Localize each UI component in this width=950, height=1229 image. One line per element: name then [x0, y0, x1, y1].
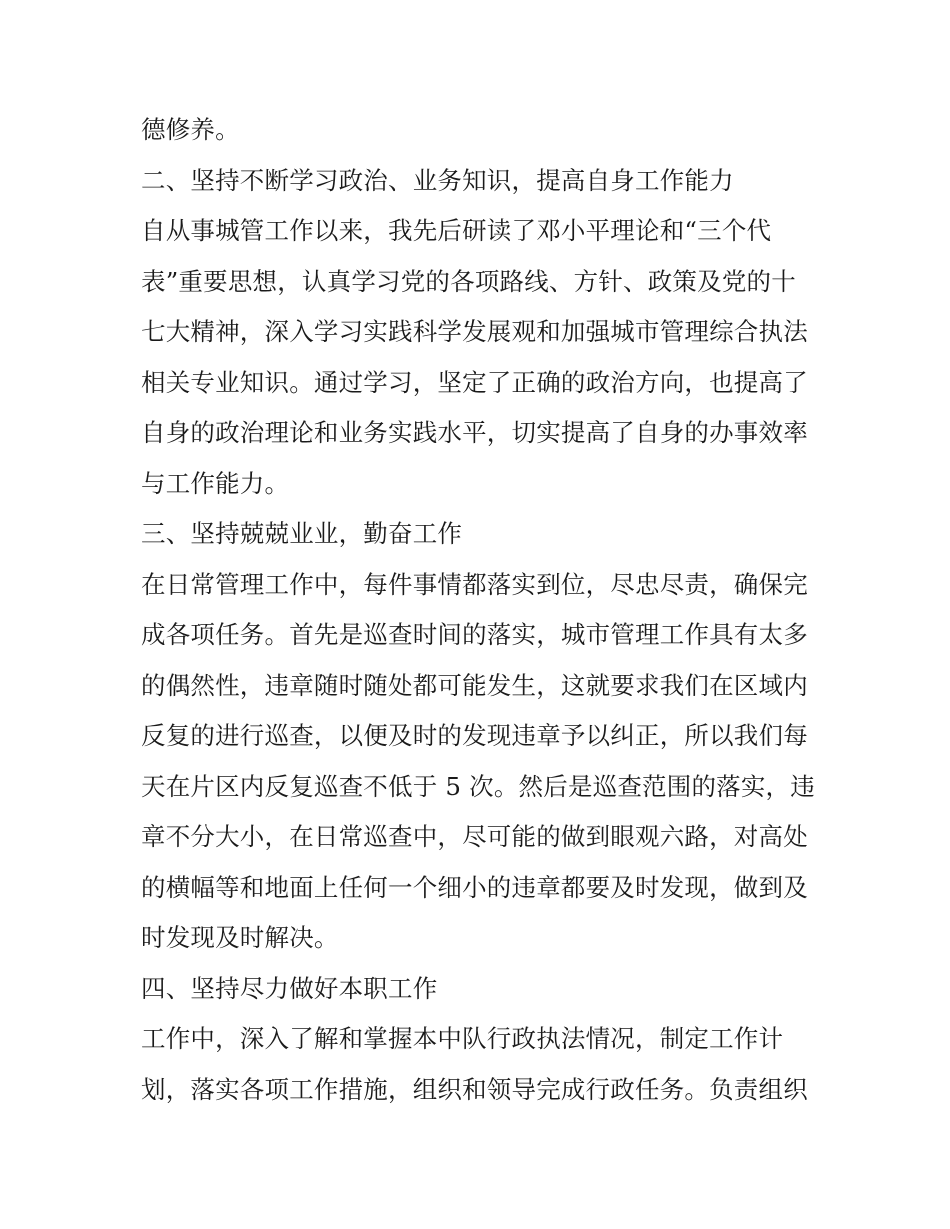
text-line: 时发现及时解决。 — [141, 923, 339, 952]
text-line: 成各项任务。首先是巡查时间的落实，城市管理工作具有太多 — [141, 620, 808, 649]
text-line: 反复的进行巡查，以便及时的发现违章予以纠正，所以我们每 — [141, 721, 808, 750]
text-line: 表”重要思想，认真学习党的各项路线、方针、政策及党的十 — [141, 266, 796, 296]
text-line: 自从事城管工作以来，我先后研读了邓小平理论和“三个代 — [141, 216, 772, 245]
section-heading-3: 三、坚持兢兢业业，勤奋工作 — [141, 519, 463, 548]
text-line: 划，落实各项工作措施，组织和领导完成行政任务。负责组织 — [141, 1074, 808, 1104]
text-line: 德修养。 — [141, 115, 240, 144]
text-line: 的横幅等和地面上任何一个细小的违章都要及时发现，做到及 — [141, 872, 808, 902]
text-line: 七大精神，深入学习实践科学发展观和加强城市管理综合执法 — [141, 317, 808, 346]
text-line: 的偶然性，违章随时随处都可能发生，这就要求我们在区域内 — [141, 670, 808, 700]
text-line: 在日常管理工作中，每件事情都落实到位，尽忠尽责，确保完 — [141, 569, 808, 599]
section-heading-4: 四、坚持尽力做好本职工作 — [141, 973, 438, 1003]
text-line: 章不分大小，在日常巡查中，尽可能的做到眼观六路，对高处 — [141, 822, 808, 851]
text-line: 天在片区内反复巡查不低于 5 次。然后是巡查范围的落实，违 — [141, 771, 815, 801]
text-line: 相关专业知识。通过学习，坚定了正确的政治方向，也提高了 — [141, 367, 808, 397]
text-line: 自身的政治理论和业务实践水平，切实提高了自身的办事效率 — [141, 418, 808, 447]
text-line: 与工作能力。 — [141, 468, 290, 498]
body-text — [141, 108, 821, 1118]
section-heading-2: 二、坚持不断学习政治、业务知识，提高自身工作能力 — [141, 165, 734, 195]
text-line: 工作中，深入了解和掌握本中队行政执法情况，制定工作计 — [141, 1024, 784, 1053]
